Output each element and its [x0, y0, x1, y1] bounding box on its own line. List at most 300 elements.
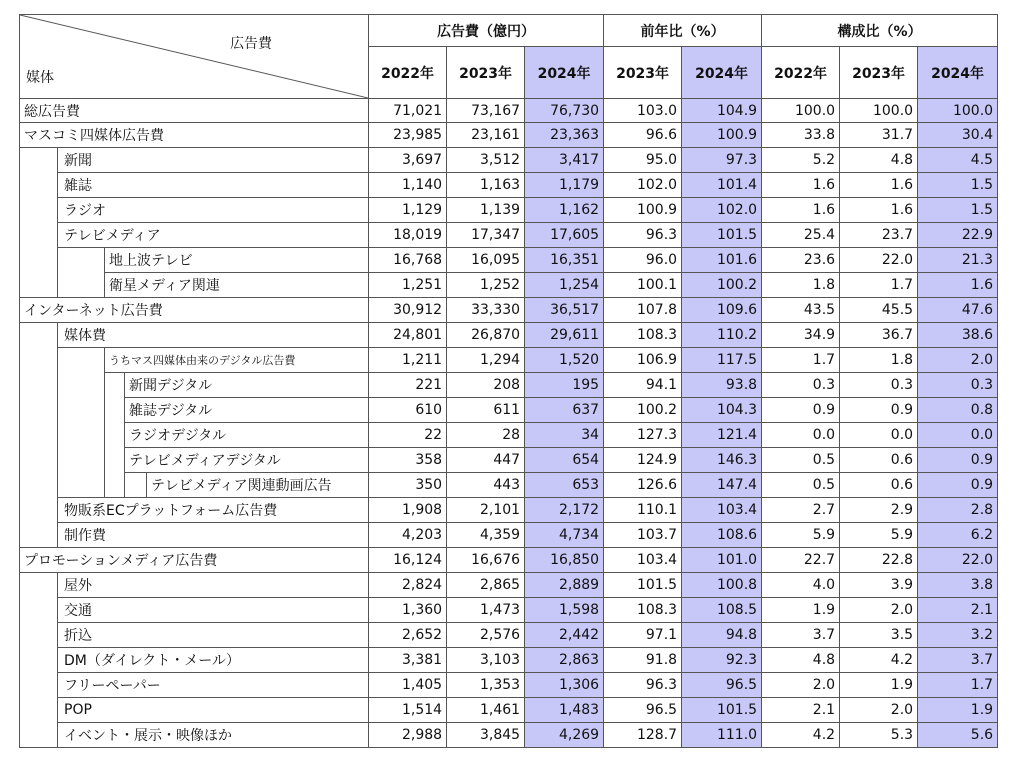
value-cell: 34: [525, 423, 604, 448]
value-cell: 4,203: [369, 522, 447, 547]
value-cell: 0.3: [762, 373, 840, 398]
value-cell: 2,889: [525, 572, 604, 597]
indent-cell: [20, 398, 58, 423]
table-row: [20, 547, 998, 572]
table-row: [20, 198, 998, 223]
group-header-yoy: 前年比（%）: [604, 15, 762, 47]
value-cell: 100.8: [682, 572, 762, 597]
table-row: [20, 572, 998, 597]
value-cell: 127.3: [604, 423, 682, 448]
value-cell: 5.6: [918, 722, 998, 747]
indent-cell: [20, 173, 58, 198]
indent-cell: [58, 473, 105, 498]
value-cell: 0.5: [762, 448, 840, 473]
value-cell: 110.1: [604, 498, 682, 523]
value-cell: 73,167: [447, 99, 525, 123]
value-cell: 16,124: [369, 547, 447, 572]
value-cell: 100.2: [604, 398, 682, 423]
table-row: [20, 298, 998, 323]
value-cell: 4.2: [762, 722, 840, 747]
table-row: [20, 173, 998, 198]
value-cell: 97.1: [604, 622, 682, 647]
value-cell: 96.5: [682, 672, 762, 697]
value-cell: 611: [447, 398, 525, 423]
value-cell: 447: [447, 448, 525, 473]
value-cell: 2.0: [840, 697, 918, 722]
value-cell: 91.8: [604, 647, 682, 672]
value-cell: 100.1: [604, 273, 682, 298]
row-label: インターネット広告費: [20, 298, 369, 323]
value-cell: 2,824: [369, 572, 447, 597]
table-row: [20, 697, 998, 722]
value-cell: 1.8: [762, 273, 840, 298]
indent-cell: [20, 572, 58, 597]
value-cell: 4.0: [762, 572, 840, 597]
indent-cell: [20, 622, 58, 647]
value-cell: 2.1: [918, 597, 998, 622]
value-cell: 96.3: [604, 672, 682, 697]
indent-cell: [20, 373, 58, 398]
indent-cell: [105, 423, 125, 448]
value-cell: 3,103: [447, 647, 525, 672]
value-cell: 0.0: [840, 423, 918, 448]
value-cell: 0.6: [840, 448, 918, 473]
value-cell: 128.7: [604, 722, 682, 747]
value-cell: 3,381: [369, 647, 447, 672]
value-cell: 23,985: [369, 123, 447, 148]
indent-cell: [20, 423, 58, 448]
indent-cell: [20, 498, 58, 523]
value-cell: 2,576: [447, 622, 525, 647]
table-row: [20, 148, 998, 173]
year-header: 2023年: [840, 47, 918, 99]
value-cell: 100.0: [762, 99, 840, 123]
value-cell: 71,021: [369, 99, 447, 123]
row-label: ラジオデジタル: [125, 423, 369, 448]
value-cell: 0.3: [840, 373, 918, 398]
value-cell: 1.6: [840, 198, 918, 223]
table-row: [20, 647, 998, 672]
value-cell: 1,461: [447, 697, 525, 722]
indent-cell: [20, 597, 58, 622]
value-cell: 30.4: [918, 123, 998, 148]
value-cell: 637: [525, 398, 604, 423]
value-cell: 38.6: [918, 323, 998, 348]
value-cell: 5.3: [840, 722, 918, 747]
value-cell: 2.0: [840, 597, 918, 622]
value-cell: 95.0: [604, 148, 682, 173]
year-header: 2022年: [762, 47, 840, 99]
value-cell: 1.6: [918, 273, 998, 298]
value-cell: 0.3: [918, 373, 998, 398]
row-label: 総広告費: [20, 99, 369, 123]
value-cell: 36,517: [525, 298, 604, 323]
ad-spend-table: [19, 14, 998, 748]
value-cell: 100.9: [682, 123, 762, 148]
row-label: 制作費: [58, 522, 369, 547]
value-cell: 1,520: [525, 348, 604, 373]
group-header-share: 構成比（%）: [762, 15, 998, 47]
table-row: [20, 522, 998, 547]
table-row: [20, 348, 998, 373]
value-cell: 96.6: [604, 123, 682, 148]
value-cell: 2,172: [525, 498, 604, 523]
value-cell: 443: [447, 473, 525, 498]
value-cell: 146.3: [682, 448, 762, 473]
value-cell: 102.0: [604, 173, 682, 198]
value-cell: 1.6: [762, 173, 840, 198]
value-cell: 3,512: [447, 148, 525, 173]
indent-cell: [20, 672, 58, 697]
value-cell: 5.9: [840, 522, 918, 547]
value-cell: 101.5: [682, 223, 762, 248]
row-label: 新聞: [58, 148, 369, 173]
value-cell: 3.7: [918, 647, 998, 672]
table-row: [20, 273, 998, 298]
value-cell: 3,417: [525, 148, 604, 173]
value-cell: 108.5: [682, 597, 762, 622]
value-cell: 22.9: [918, 223, 998, 248]
value-cell: 1,908: [369, 498, 447, 523]
row-label: イベント・展示・映像ほか: [58, 722, 369, 747]
value-cell: 100.0: [840, 99, 918, 123]
indent-cell: [105, 473, 125, 498]
value-cell: 1,483: [525, 697, 604, 722]
row-label: うちマス四媒体由来のデジタル広告費: [105, 348, 369, 373]
value-cell: 76,730: [525, 99, 604, 123]
value-cell: 22.0: [840, 248, 918, 273]
row-label: テレビメディアデジタル: [125, 448, 369, 473]
indent-cell: [58, 448, 105, 473]
year-header: 2024年: [682, 47, 762, 99]
value-cell: 1,140: [369, 173, 447, 198]
value-cell: 103.4: [604, 547, 682, 572]
indent-cell: [20, 198, 58, 223]
row-label: プロモーションメディア広告費: [20, 547, 369, 572]
value-cell: 0.0: [918, 423, 998, 448]
value-cell: 1.5: [918, 198, 998, 223]
table-row: [20, 99, 998, 123]
value-cell: 654: [525, 448, 604, 473]
value-cell: 100.9: [604, 198, 682, 223]
year-header: 2022年: [369, 47, 447, 99]
value-cell: 34.9: [762, 323, 840, 348]
value-cell: 24,801: [369, 323, 447, 348]
value-cell: 28: [447, 423, 525, 448]
value-cell: 0.6: [840, 473, 918, 498]
value-cell: 106.9: [604, 348, 682, 373]
value-cell: 96.5: [604, 697, 682, 722]
row-label: テレビメディア関連動画広告: [147, 473, 369, 498]
corner-label-cost: 広告費: [230, 36, 273, 52]
value-cell: 103.4: [682, 498, 762, 523]
row-label: ラジオ: [58, 198, 369, 223]
value-cell: 1,598: [525, 597, 604, 622]
indent-cell: [58, 273, 105, 298]
value-cell: 610: [369, 398, 447, 423]
value-cell: 2,865: [447, 572, 525, 597]
value-cell: 100.0: [918, 99, 998, 123]
value-cell: 2.0: [918, 348, 998, 373]
indent-cell: [20, 248, 58, 273]
value-cell: 93.8: [682, 373, 762, 398]
value-cell: 101.4: [682, 173, 762, 198]
value-cell: 5.2: [762, 148, 840, 173]
value-cell: 121.4: [682, 423, 762, 448]
value-cell: 3.9: [840, 572, 918, 597]
indent-cell: [20, 323, 58, 348]
row-label: 物販系ECプラットフォーム広告費: [58, 498, 369, 523]
value-cell: 17,347: [447, 223, 525, 248]
indent-cell: [20, 348, 58, 373]
indent-cell: [20, 522, 58, 547]
corner-label-media: 媒体: [26, 70, 54, 86]
value-cell: 17,605: [525, 223, 604, 248]
value-cell: 16,095: [447, 248, 525, 273]
value-cell: 350: [369, 473, 447, 498]
indent-cell: [20, 448, 58, 473]
value-cell: 1.9: [762, 597, 840, 622]
value-cell: 0.9: [762, 398, 840, 423]
value-cell: 1.8: [840, 348, 918, 373]
value-cell: 5.9: [762, 522, 840, 547]
value-cell: 23.7: [840, 223, 918, 248]
value-cell: 33.8: [762, 123, 840, 148]
value-cell: 1,360: [369, 597, 447, 622]
value-cell: 23,363: [525, 123, 604, 148]
value-cell: 208: [447, 373, 525, 398]
value-cell: 4.8: [762, 647, 840, 672]
value-cell: 18,019: [369, 223, 447, 248]
table-row: [20, 498, 998, 523]
row-label: 媒体費: [58, 323, 369, 348]
value-cell: 22: [369, 423, 447, 448]
value-cell: 110.2: [682, 323, 762, 348]
indent-cell: [58, 423, 105, 448]
row-label: 新聞デジタル: [125, 373, 369, 398]
indent-cell: [58, 248, 105, 273]
value-cell: 31.7: [840, 123, 918, 148]
value-cell: 124.9: [604, 448, 682, 473]
value-cell: 111.0: [682, 722, 762, 747]
value-cell: 4.2: [840, 647, 918, 672]
value-cell: 104.9: [682, 99, 762, 123]
value-cell: 1,163: [447, 173, 525, 198]
indent-cell: [58, 373, 105, 398]
value-cell: 23,161: [447, 123, 525, 148]
value-cell: 2.8: [918, 498, 998, 523]
value-cell: 1.9: [918, 697, 998, 722]
table-row: [20, 622, 998, 647]
value-cell: 1,254: [525, 273, 604, 298]
value-cell: 21.3: [918, 248, 998, 273]
row-label: 衛星メディア関連: [105, 273, 369, 298]
row-label: 雑誌デジタル: [125, 398, 369, 423]
row-label: DM（ダイレクト・メール）: [58, 647, 369, 672]
value-cell: 4,359: [447, 522, 525, 547]
table-row: [20, 248, 998, 273]
value-cell: 16,351: [525, 248, 604, 273]
value-cell: 103.0: [604, 99, 682, 123]
value-cell: 1,179: [525, 173, 604, 198]
table-row: [20, 398, 998, 423]
value-cell: 0.0: [762, 423, 840, 448]
value-cell: 101.0: [682, 547, 762, 572]
value-cell: 22.7: [762, 547, 840, 572]
value-cell: 29,611: [525, 323, 604, 348]
value-cell: 43.5: [762, 298, 840, 323]
row-label: テレビメディア: [58, 223, 369, 248]
value-cell: 3.5: [840, 622, 918, 647]
indent-cell: [105, 373, 125, 398]
value-cell: 45.5: [840, 298, 918, 323]
value-cell: 0.9: [918, 448, 998, 473]
value-cell: 26,870: [447, 323, 525, 348]
value-cell: 2,101: [447, 498, 525, 523]
value-cell: 96.0: [604, 248, 682, 273]
value-cell: 1,162: [525, 198, 604, 223]
indent-cell: [58, 348, 105, 373]
indent-cell: [20, 722, 58, 747]
value-cell: 108.3: [604, 597, 682, 622]
value-cell: 101.5: [682, 697, 762, 722]
diagonal-line: [20, 15, 368, 98]
table-row: [20, 223, 998, 248]
year-header: 2023年: [604, 47, 682, 99]
value-cell: 0.9: [840, 398, 918, 423]
row-label: 雑誌: [58, 173, 369, 198]
value-cell: 3,697: [369, 148, 447, 173]
value-cell: 104.3: [682, 398, 762, 423]
table-body: [20, 99, 998, 748]
table-row: [20, 123, 998, 148]
value-cell: 16,850: [525, 547, 604, 572]
value-cell: 2.1: [762, 697, 840, 722]
value-cell: 1,251: [369, 273, 447, 298]
value-cell: 221: [369, 373, 447, 398]
table-row: [20, 473, 998, 498]
indent-cell: [20, 148, 58, 173]
value-cell: 1,514: [369, 697, 447, 722]
value-cell: 1.7: [762, 348, 840, 373]
table-row: [20, 672, 998, 697]
value-cell: 195: [525, 373, 604, 398]
value-cell: 25.4: [762, 223, 840, 248]
value-cell: 2.0: [762, 672, 840, 697]
row-label: POP: [58, 697, 369, 722]
value-cell: 1.7: [840, 273, 918, 298]
row-label: 折込: [58, 622, 369, 647]
table-row: [20, 722, 998, 747]
year-header: 2024年: [918, 47, 998, 99]
value-cell: 126.6: [604, 473, 682, 498]
value-cell: 1.5: [918, 173, 998, 198]
value-cell: 3.8: [918, 572, 998, 597]
header-corner: [20, 15, 369, 99]
row-label: フリーペーパー: [58, 672, 369, 697]
value-cell: 2,652: [369, 622, 447, 647]
value-cell: 4.8: [840, 148, 918, 173]
value-cell: 0.8: [918, 398, 998, 423]
value-cell: 101.6: [682, 248, 762, 273]
indent-cell: [20, 273, 58, 298]
indent-cell: [58, 398, 105, 423]
value-cell: 653: [525, 473, 604, 498]
indent-cell: [20, 473, 58, 498]
value-cell: 3.7: [762, 622, 840, 647]
value-cell: 1,353: [447, 672, 525, 697]
value-cell: 358: [369, 448, 447, 473]
row-label: 交通: [58, 597, 369, 622]
value-cell: 2,863: [525, 647, 604, 672]
value-cell: 3,845: [447, 722, 525, 747]
value-cell: 30,912: [369, 298, 447, 323]
value-cell: 2,988: [369, 722, 447, 747]
value-cell: 108.6: [682, 522, 762, 547]
value-cell: 23.6: [762, 248, 840, 273]
indent-cell: [105, 448, 125, 473]
value-cell: 47.6: [918, 298, 998, 323]
value-cell: 1,405: [369, 672, 447, 697]
value-cell: 1,139: [447, 198, 525, 223]
value-cell: 100.2: [682, 273, 762, 298]
value-cell: 97.3: [682, 148, 762, 173]
table-row: [20, 423, 998, 448]
value-cell: 102.0: [682, 198, 762, 223]
value-cell: 92.3: [682, 647, 762, 672]
value-cell: 2.7: [762, 498, 840, 523]
indent-cell: [20, 697, 58, 722]
value-cell: 36.7: [840, 323, 918, 348]
indent-cell: [105, 398, 125, 423]
year-header: 2024年: [525, 47, 604, 99]
value-cell: 22.0: [918, 547, 998, 572]
value-cell: 94.1: [604, 373, 682, 398]
row-label: マスコミ四媒体広告費: [20, 123, 369, 148]
row-label: 屋外: [58, 572, 369, 597]
value-cell: 117.5: [682, 348, 762, 373]
value-cell: 107.8: [604, 298, 682, 323]
indent-cell: [20, 223, 58, 248]
value-cell: 103.7: [604, 522, 682, 547]
value-cell: 101.5: [604, 572, 682, 597]
table-row: [20, 323, 998, 348]
value-cell: 16,676: [447, 547, 525, 572]
value-cell: 1.6: [762, 198, 840, 223]
value-cell: 94.8: [682, 622, 762, 647]
value-cell: 4.5: [918, 148, 998, 173]
value-cell: 0.9: [918, 473, 998, 498]
value-cell: 96.3: [604, 223, 682, 248]
value-cell: 4,269: [525, 722, 604, 747]
value-cell: 2,442: [525, 622, 604, 647]
indent-cell: [20, 647, 58, 672]
value-cell: 1,211: [369, 348, 447, 373]
year-header: 2023年: [447, 47, 525, 99]
group-header-amount: 広告費（億円）: [369, 15, 604, 47]
value-cell: 1,294: [447, 348, 525, 373]
value-cell: 6.2: [918, 522, 998, 547]
value-cell: 1.9: [840, 672, 918, 697]
table-row: [20, 373, 998, 398]
value-cell: 0.5: [762, 473, 840, 498]
table-row: [20, 448, 998, 473]
value-cell: 16,768: [369, 248, 447, 273]
value-cell: 108.3: [604, 323, 682, 348]
value-cell: 1,306: [525, 672, 604, 697]
row-label: 地上波テレビ: [105, 248, 369, 273]
value-cell: 1,252: [447, 273, 525, 298]
